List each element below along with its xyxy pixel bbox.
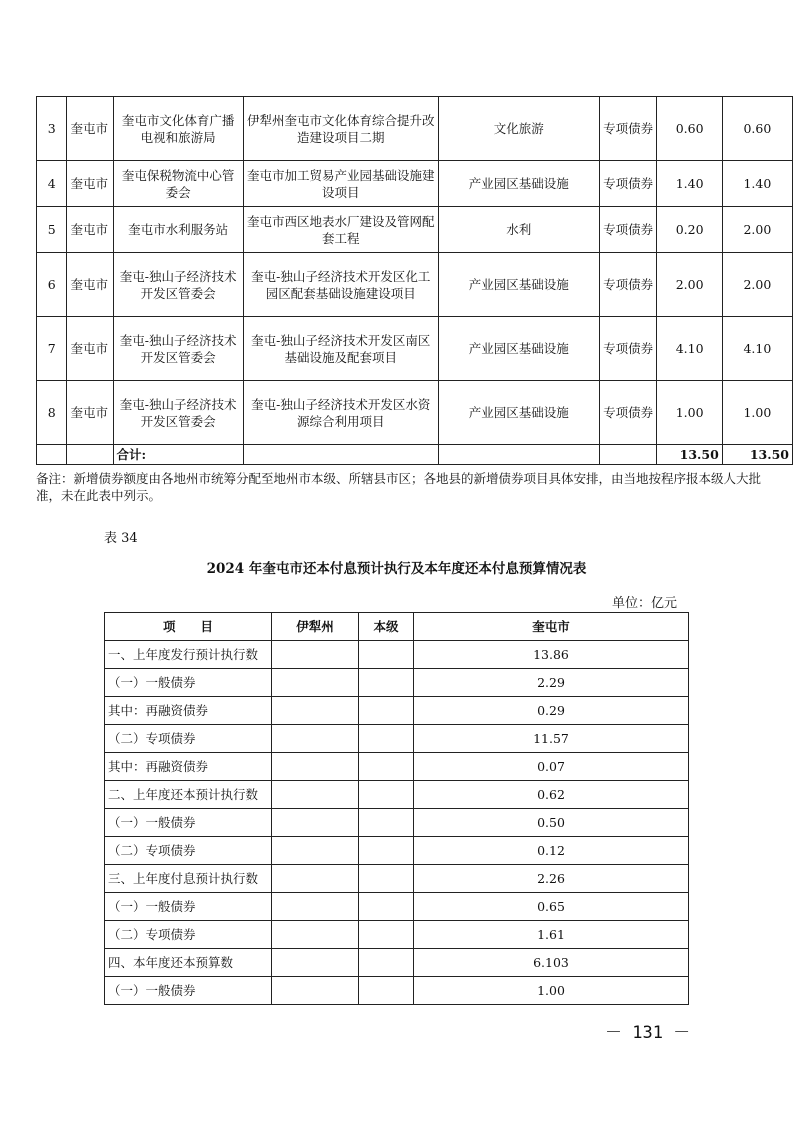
row-project: 伊犁州奎屯市文化体育综合提升改造建设项目二期	[243, 97, 438, 161]
table-title: 2024 年奎屯市还本付息预计执行及本年度还本付息预算情况表	[206, 561, 587, 577]
empty-cell	[359, 641, 414, 669]
empty-cell	[359, 697, 414, 725]
row-project: 奎屯市西区地表水厂建设及管网配套工程	[243, 207, 438, 253]
row-amount-total: 0.60	[722, 97, 792, 161]
table-label: 表 34	[104, 531, 138, 546]
row-value: 1.61	[414, 921, 689, 949]
row-value: 1.00	[414, 977, 689, 1005]
row-category: 产业园区基础设施	[438, 381, 599, 445]
row-number: 7	[37, 317, 67, 381]
empty-cell	[272, 697, 359, 725]
row-number: 6	[37, 253, 67, 317]
row-item: （二）专项债券	[105, 921, 272, 949]
total-row	[37, 445, 793, 465]
row-bond-type: 专项债券	[599, 207, 657, 253]
row-amount: 4.10	[657, 317, 722, 381]
empty-cell	[359, 725, 414, 753]
row-amount: 0.60	[657, 97, 722, 161]
empty-cell	[272, 641, 359, 669]
row-project: 奎屯-独山子经济技术开发区化工园区配套基础设施建设项目	[243, 253, 438, 317]
row-value: 0.50	[414, 809, 689, 837]
row-value: 0.07	[414, 753, 689, 781]
row-amount: 0.20	[657, 207, 722, 253]
row-number: 4	[37, 161, 67, 207]
row-value: 13.86	[414, 641, 689, 669]
table-row	[105, 921, 689, 949]
empty-cell	[272, 977, 359, 1005]
row-item: 四、本年度还本预算数	[105, 949, 272, 977]
empty-cell	[359, 921, 414, 949]
empty-cell	[243, 445, 438, 465]
table-row	[105, 977, 689, 1005]
table-row	[105, 837, 689, 865]
empty-cell	[272, 809, 359, 837]
empty-cell	[359, 753, 414, 781]
empty-cell	[359, 837, 414, 865]
row-amount-total: 1.40	[722, 161, 792, 207]
table-row	[105, 697, 689, 725]
row-bond-type: 专项债券	[599, 97, 657, 161]
empty-cell	[272, 753, 359, 781]
empty-cell	[272, 781, 359, 809]
page-number: － 131 －	[605, 1023, 691, 1043]
row-item: （一）一般债券	[105, 977, 272, 1005]
row-bond-type: 专项债券	[599, 381, 657, 445]
empty-cell	[359, 977, 414, 1005]
table-row	[105, 641, 689, 669]
row-project: 奎屯市加工贸易产业园基础设施建设项目	[243, 161, 438, 207]
row-value: 11.57	[414, 725, 689, 753]
table-row	[37, 253, 793, 317]
row-department: 奎屯-独山子经济技术开发区管委会	[113, 381, 243, 445]
row-bond-type: 专项债券	[599, 253, 657, 317]
row-number: 3	[37, 97, 67, 161]
row-amount-total: 2.00	[722, 253, 792, 317]
row-item: （二）专项债券	[105, 837, 272, 865]
row-number: 8	[37, 381, 67, 445]
row-department: 奎屯-独山子经济技术开发区管委会	[113, 317, 243, 381]
row-value: 0.62	[414, 781, 689, 809]
total-amount: 13.50	[657, 445, 722, 465]
empty-cell	[272, 669, 359, 697]
empty-cell	[272, 865, 359, 893]
row-item: 其中：再融资债券	[105, 753, 272, 781]
empty-cell	[359, 809, 414, 837]
row-item: （一）一般债券	[105, 669, 272, 697]
row-category: 文化旅游	[438, 97, 599, 161]
row-amount-total: 1.00	[722, 381, 792, 445]
table-row	[37, 161, 793, 207]
table-row	[105, 865, 689, 893]
row-number: 5	[37, 207, 67, 253]
project-table	[36, 96, 793, 465]
table-row	[105, 753, 689, 781]
row-item: （一）一般债券	[105, 893, 272, 921]
row-item: （一）一般债券	[105, 809, 272, 837]
row-value: 0.29	[414, 697, 689, 725]
row-department: 奎屯市水利服务站	[113, 207, 243, 253]
empty-cell	[272, 725, 359, 753]
empty-cell	[272, 921, 359, 949]
empty-cell	[272, 949, 359, 977]
header-kuitun: 奎屯市	[414, 613, 689, 641]
row-value: 6.103	[414, 949, 689, 977]
row-category: 产业园区基础设施	[438, 253, 599, 317]
row-region: 奎屯市	[67, 97, 113, 161]
empty-cell	[359, 893, 414, 921]
header-yili: 伊犁州	[272, 613, 359, 641]
table-row	[37, 317, 793, 381]
total-label: 合计:	[113, 445, 243, 465]
row-project: 奎屯-独山子经济技术开发区南区基础设施及配套项目	[243, 317, 438, 381]
row-amount: 1.00	[657, 381, 722, 445]
table-row	[37, 207, 793, 253]
row-item: 其中：再融资债券	[105, 697, 272, 725]
table-row	[105, 725, 689, 753]
row-amount: 2.00	[657, 253, 722, 317]
row-bond-type: 专项债券	[599, 317, 657, 381]
table-row	[37, 97, 793, 161]
empty-cell	[599, 445, 657, 465]
total-amount-all: 13.50	[722, 445, 792, 465]
empty-cell	[67, 445, 113, 465]
empty-cell	[272, 837, 359, 865]
table-row	[105, 669, 689, 697]
empty-cell	[359, 781, 414, 809]
row-region: 奎屯市	[67, 161, 113, 207]
row-value: 0.12	[414, 837, 689, 865]
row-category: 水利	[438, 207, 599, 253]
empty-cell	[359, 669, 414, 697]
row-item: 三、上年度付息预计执行数	[105, 865, 272, 893]
row-region: 奎屯市	[67, 253, 113, 317]
row-project: 奎屯-独山子经济技术开发区水资源综合利用项目	[243, 381, 438, 445]
row-department: 奎屯保税物流中心管委会	[113, 161, 243, 207]
row-category: 产业园区基础设施	[438, 161, 599, 207]
empty-cell	[359, 865, 414, 893]
row-category: 产业园区基础设施	[438, 317, 599, 381]
table-row	[105, 809, 689, 837]
header-benji: 本级	[359, 613, 414, 641]
empty-cell	[438, 445, 599, 465]
row-amount: 1.40	[657, 161, 722, 207]
table-row	[37, 381, 793, 445]
row-amount-total: 2.00	[722, 207, 792, 253]
table-row	[105, 781, 689, 809]
row-value: 0.65	[414, 893, 689, 921]
table-header-row	[105, 613, 689, 641]
row-item: （二）专项债券	[105, 725, 272, 753]
table-note: 备注：新增债券额度由各地州市统筹分配至地州市本级、所辖县市区；各地县的新增债券项目具体安排，由当地按程序报本级人大批准，未在此表中列示。	[36, 471, 762, 503]
empty-cell	[272, 893, 359, 921]
row-item: 一、上年度发行预计执行数	[105, 641, 272, 669]
empty-cell	[359, 949, 414, 977]
header-item: 项 目	[105, 613, 272, 641]
table-row	[105, 893, 689, 921]
row-department: 奎屯市文化体育广播电视和旅游局	[113, 97, 243, 161]
row-value: 2.26	[414, 865, 689, 893]
row-region: 奎屯市	[67, 381, 113, 445]
row-region: 奎屯市	[67, 317, 113, 381]
table-row	[105, 949, 689, 977]
row-value: 2.29	[414, 669, 689, 697]
debt-service-table	[104, 612, 689, 1005]
row-item: 二、上年度还本预计执行数	[105, 781, 272, 809]
row-amount-total: 4.10	[722, 317, 792, 381]
row-region: 奎屯市	[67, 207, 113, 253]
row-department: 奎屯-独山子经济技术开发区管委会	[113, 253, 243, 317]
row-bond-type: 专项债券	[599, 161, 657, 207]
unit-label: 单位：亿元	[612, 596, 678, 611]
empty-cell	[37, 445, 67, 465]
